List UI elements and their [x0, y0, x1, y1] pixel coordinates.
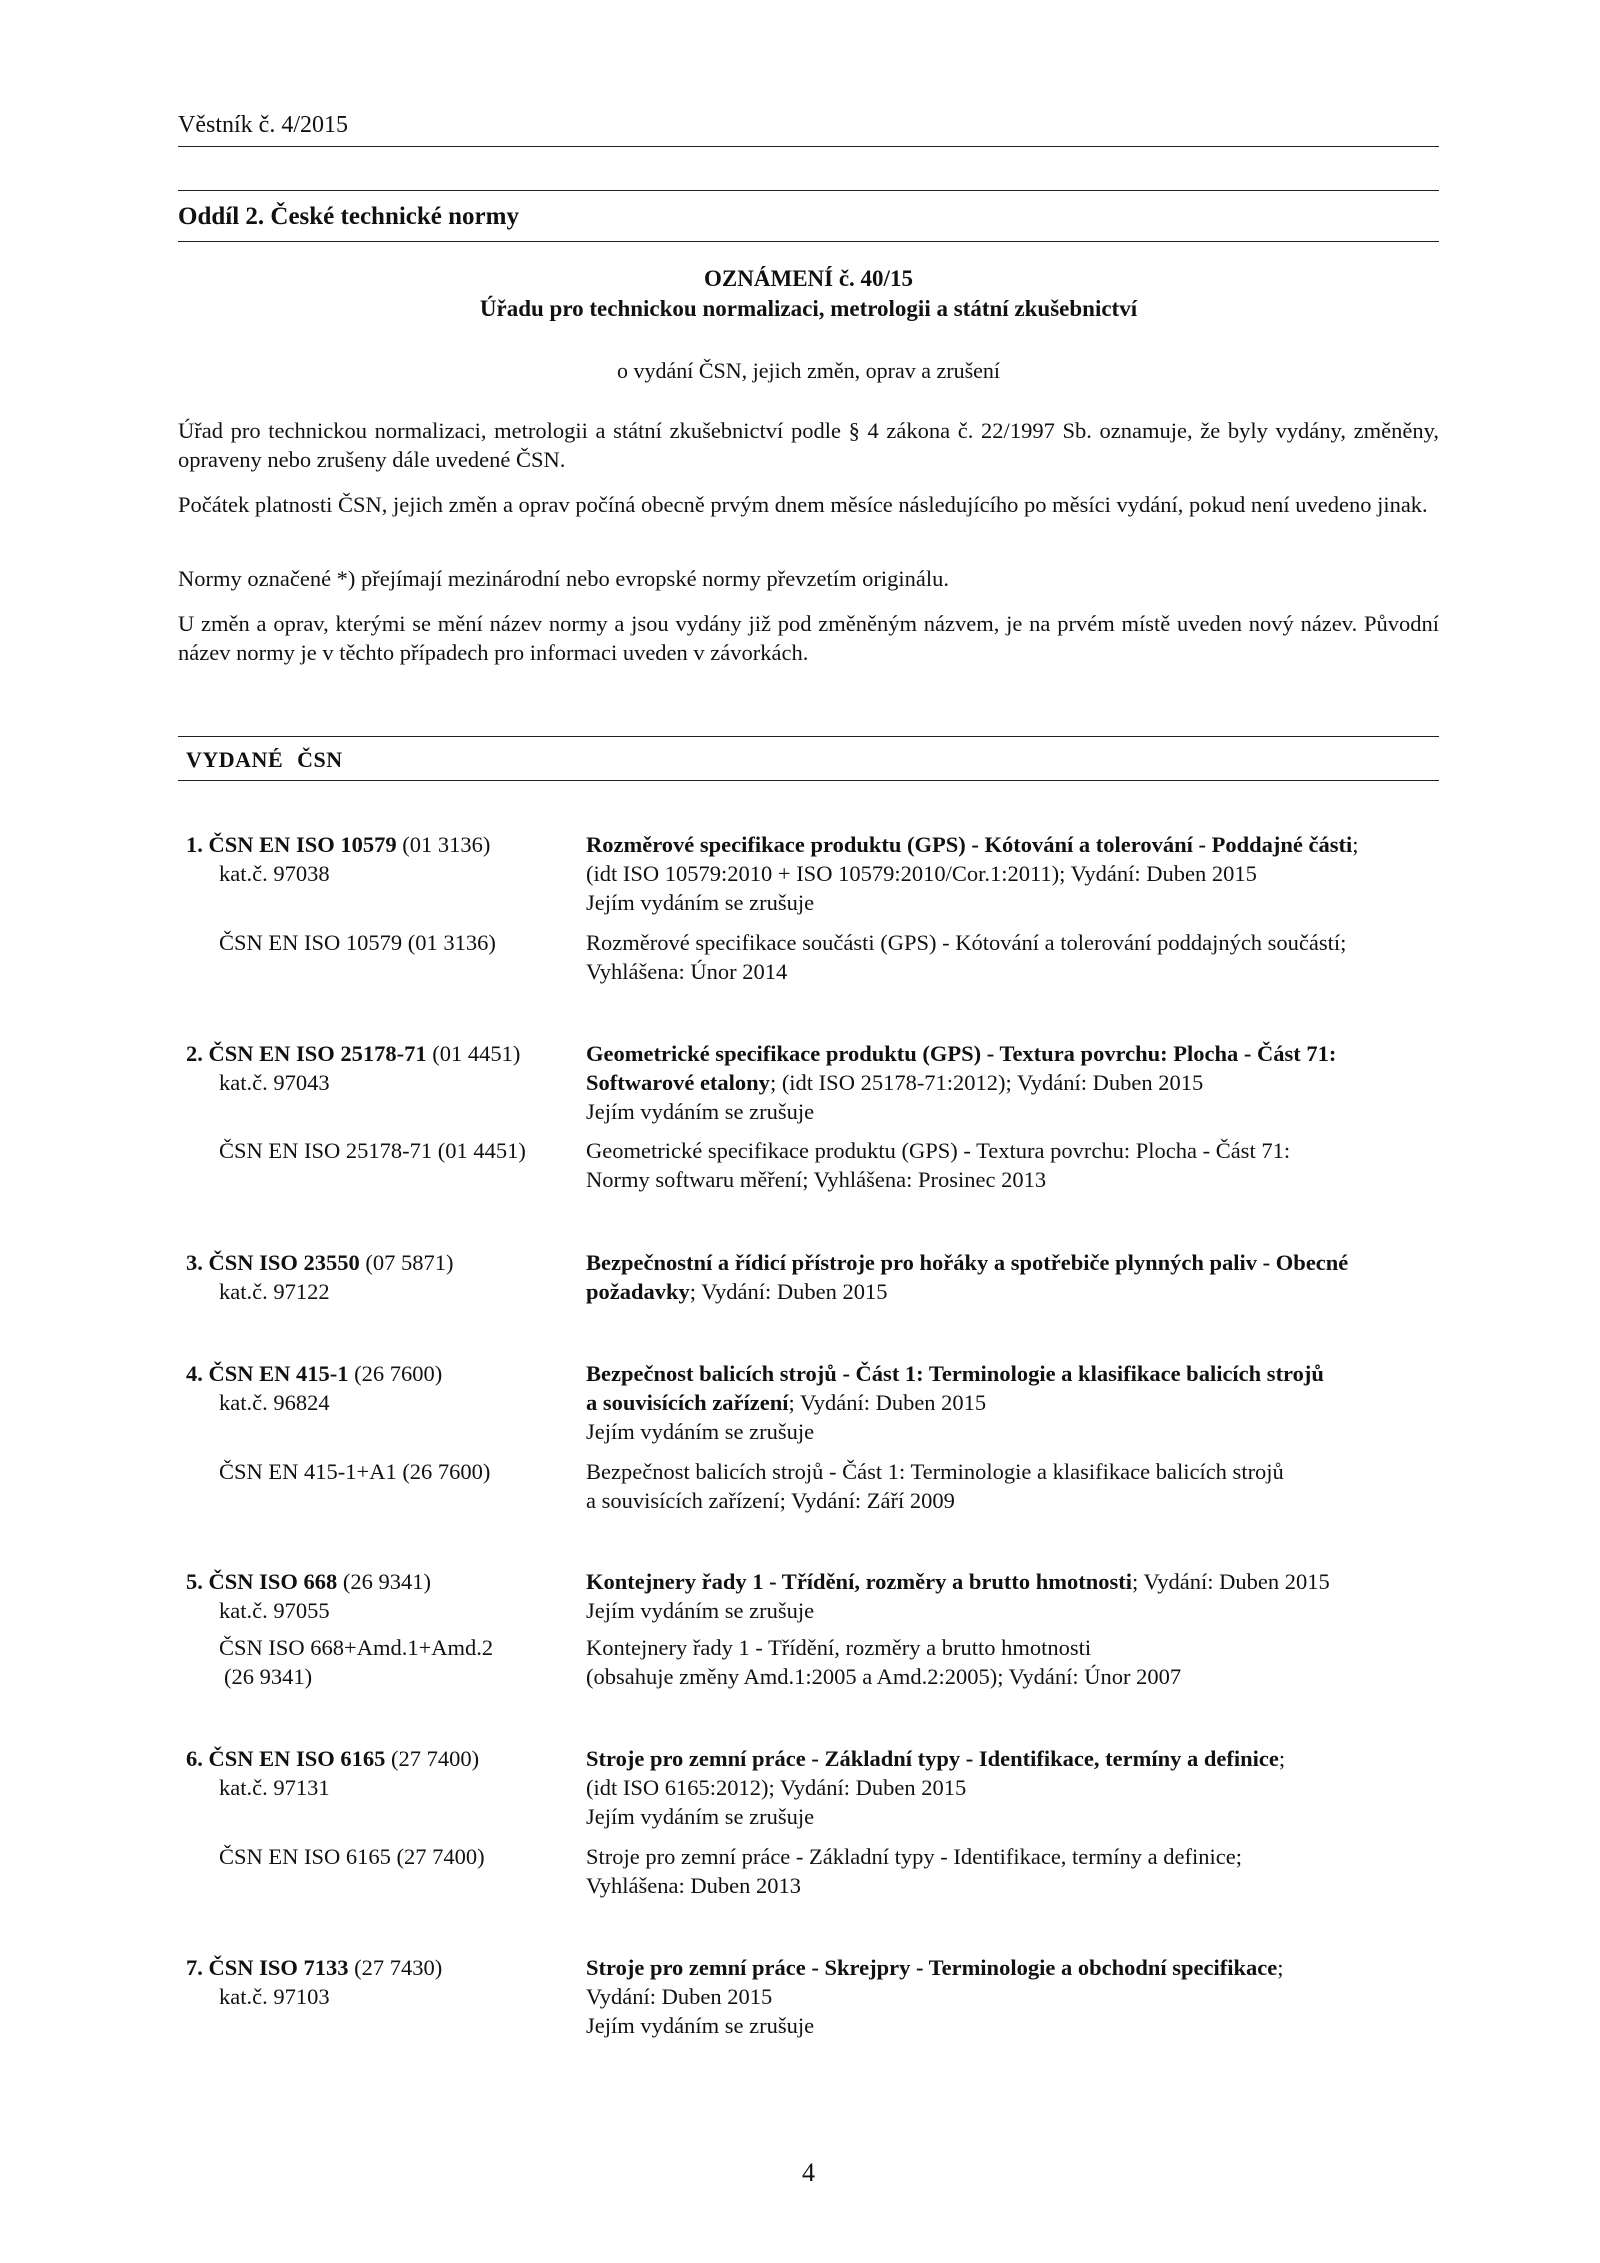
entry-5-old-id: ČSN ISO 668+Amd.1+Amd.2 (26 9341) — [219, 1635, 494, 1689]
vydane-heading: VYDANÉ ČSN — [186, 747, 343, 772]
paragraph: Počátek platnosti ČSN, jejich změn a oprav počíná obecně prvým dnem měsíce následujícího po měsíci vydání, pokud není uvedeno jinak. — [178, 492, 1428, 517]
entry-5-body: Kontejnery řady 1 - Třídění, rozměry a brutto hmotnosti; Vydání: Duben 2015 Jejím vydáním se zrušuje — [586, 1569, 1330, 1623]
entry-5-old-body: Kontejnery řady 1 - Třídění, rozměry a brutto hmotnosti (obsahuje změny Amd.1:2005 a Amd.2:2005); Vydání: Únor 2007 — [586, 1635, 1182, 1689]
section-rule-top — [178, 190, 1439, 191]
entry-1-old-body: Rozměrové specifikace součásti (GPS) - Kótování a tolerování poddajných součástí; Vyhlášena: Únor 2014 — [586, 930, 1347, 984]
entry-2-old-id: ČSN EN ISO 25178-71 (01 4451) — [219, 1138, 526, 1163]
entry-2-body: Geometrické specifikace produktu (GPS) - Textura povrchu: Plocha - Část 71: Softwarové etalony; (idt ISO 25178-71:2012); Vydání: Duben 2015 Jejím vydáním se zrušuje — [586, 1041, 1337, 1124]
entry-7-body: Stroje pro zemní práce - Skrejpry - Terminologie a obchodní specifikace; Vydání: Duben 2015 Jejím vydáním se zrušuje — [586, 1955, 1284, 2038]
section-title: Oddíl 2. České technické normy — [178, 203, 519, 230]
entry-5-id: 5. ČSN ISO 668 (26 9341) kat.č. 97055 — [186, 1569, 432, 1623]
entry-3-body: Bezpečnostní a řídicí přístroje pro hořáky a spotřebiče plynných paliv - Obecné požadavky; Vydání: Duben 2015 — [586, 1250, 1349, 1304]
paragraph: U změn a oprav, kterými se mění název normy a jsou vydány již pod změněným názvem, je na prvém místě uveden nový název. Původní název normy je v těchto případech pro informaci uveden v závorkách. — [178, 611, 1439, 665]
entry-1-body: Rozměrové specifikace produktu (GPS) - Kótování a tolerování - Poddajné části; (idt ISO 10579:2010 + ISO 10579:2010/Cor.1:2011); Vydání: Duben 2015 Jejím vydáním se zrušuje — [586, 832, 1359, 915]
entry-4-old-id: ČSN EN 415-1+A1 (26 7600) — [219, 1459, 491, 1484]
entry-2-old-body: Geometrické specifikace produktu (GPS) - Textura povrchu: Plocha - Část 71: Normy softwaru měření; Vyhlášena: Prosinec 2013 — [586, 1138, 1291, 1192]
vydane-rule-top — [178, 736, 1439, 737]
section-rule-bottom — [178, 241, 1439, 242]
entry-1-old-id: ČSN EN ISO 10579 (01 3136) — [219, 930, 496, 955]
entry-4-body: Bezpečnost balicích strojů - Část 1: Terminologie a klasifikace balicích strojů a souvisících zařízení; Vydání: Duben 2015 Jejím vydáním se zrušuje — [586, 1361, 1324, 1444]
paragraph: Normy označené *) přejímají mezinárodní nebo evropské normy převzetím originálu. — [178, 566, 949, 591]
entry-6-old-id: ČSN EN ISO 6165 (27 7400) — [219, 1844, 485, 1869]
entry-6-old-body: Stroje pro zemní práce - Základní typy - Identifikace, termíny a definice; Vyhlášena: Duben 2013 — [586, 1844, 1242, 1898]
page-number: 4 — [802, 2158, 815, 2187]
announcement-title: OZNÁMENÍ č. 40/15 — [704, 266, 913, 291]
entry-7-id: 7. ČSN ISO 7133 (27 7430) kat.č. 97103 — [186, 1955, 443, 2009]
paragraph: Úřad pro technickou normalizaci, metrologii a státní zkušebnictví podle § 4 zákona č. 22/1997 Sb. oznamuje, že byly vydány, změněny, opraveny nebo zrušeny dále uvedené ČSN. — [178, 418, 1439, 472]
entry-3-id: 3. ČSN ISO 23550 (07 5871) kat.č. 97122 — [186, 1250, 454, 1304]
header-rule — [178, 146, 1439, 147]
entry-6-body: Stroje pro zemní práce - Základní typy - Identifikace, termíny a definice; (idt ISO 6165:2012); Vydání: Duben 2015 Jejím vydáním se zrušuje — [586, 1746, 1286, 1829]
vydane-rule-bottom — [178, 780, 1439, 781]
announcement-authority: Úřadu pro technickou normalizaci, metrologii a státní zkušebnictví — [479, 296, 1138, 321]
entry-4-id: 4. ČSN EN 415-1 (26 7600) kat.č. 96824 — [186, 1361, 443, 1415]
entry-2-id: 2. ČSN EN ISO 25178-71 (01 4451) kat.č. 97043 — [186, 1041, 521, 1095]
entry-1-id: 1. ČSN EN ISO 10579 (01 3136) kat.č. 97038 — [186, 832, 491, 886]
entry-4-old-body: Bezpečnost balicích strojů - Část 1: Terminologie a klasifikace balicích strojů a souvisících zařízení; Vydání: Září 2009 — [586, 1459, 1284, 1513]
running-header: Věstník č. 4/2015 — [178, 112, 348, 138]
announcement-subject: o vydání ČSN, jejich změn, oprav a zrušení — [616, 358, 1001, 383]
entry-6-id: 6. ČSN EN ISO 6165 (27 7400) kat.č. 97131 — [186, 1746, 480, 1800]
